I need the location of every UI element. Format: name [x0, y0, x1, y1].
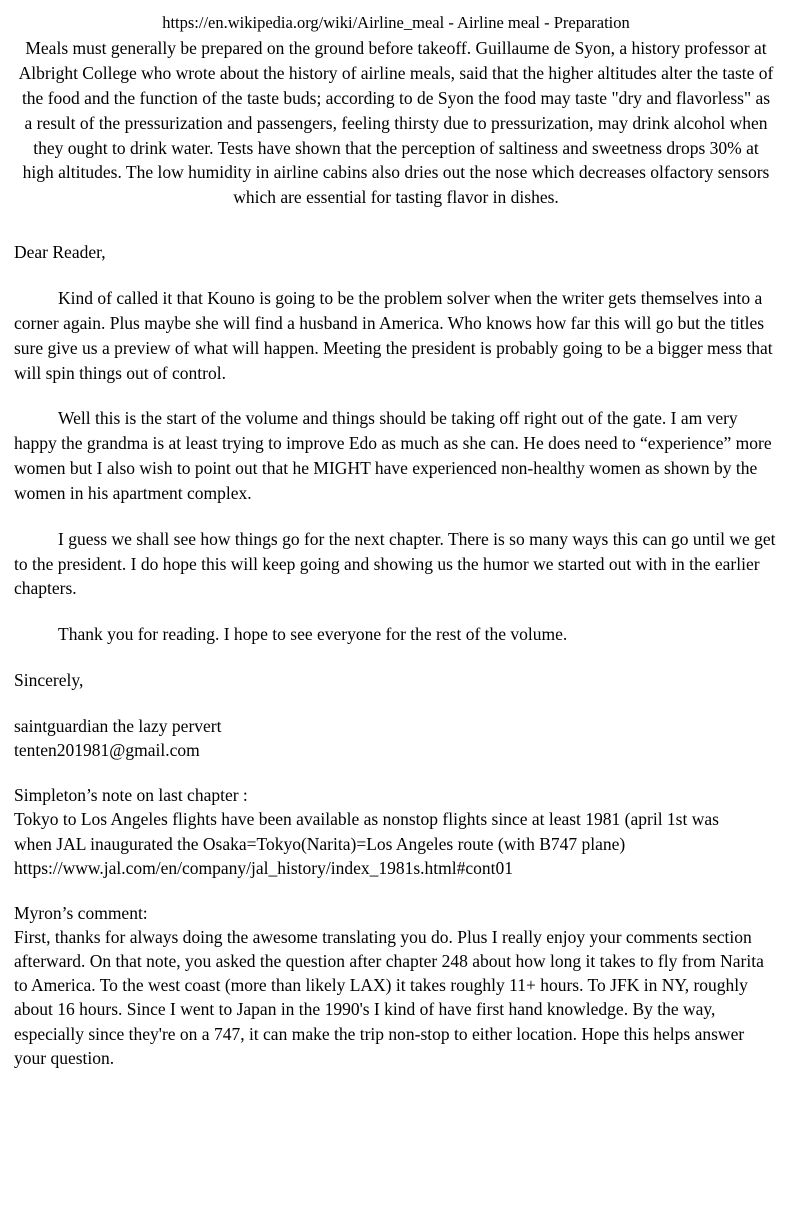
- comment-heading: Myron’s comment:: [14, 902, 148, 923]
- note-line-2: when JAL inaugurated the Osaka=Tokyo(Narita)=Los Angeles route (with B747 plane): [14, 833, 626, 854]
- salutation: Dear Reader,: [14, 242, 106, 263]
- closing: Sincerely,: [14, 670, 84, 691]
- note-line-1: Tokyo to Los Angeles flights have been available as nonstop flights since at least 1981 (april 1st was: [14, 809, 719, 830]
- spacer: [14, 506, 778, 527]
- note-heading: Simpleton’s note on last chapter :: [14, 785, 248, 806]
- spacer: [14, 601, 778, 622]
- body-paragraph-1: Kind of called it that Kouno is going to be the problem solver when the writer gets themselves into a corner again. Plus maybe she will find a husband in America. Who knows how far this will go but the titles sure give us a preview of what will happen. Meeting the president is probably going to be a bigger mess that will spin things out of control.: [14, 288, 773, 383]
- signature-name: saintguardian the lazy pervert: [14, 715, 222, 736]
- body-paragraph-3: I guess we shall see how things go for the next chapter. There is so many ways this can go until we get to the president. I do hope this will keep going and showing us the humor we started out with in the earlier chapters.: [14, 528, 776, 599]
- spacer: [14, 693, 778, 714]
- signature-email: tenten201981@gmail.com: [14, 740, 200, 761]
- intro-paragraph: Meals must generally be prepared on the ground before takeoff. Guillaume de Syon, a history professor at Albright College who wrote about the history of airline meals, said that the higher altitudes alter the taste of the food and the function of the taste buds; according to de Syon the food may taste "dry and flavorless" as a result of the pressurization and passengers, feeling thirsty due to pressurization, may drink alcohol when they ought to drink water. Tests have shown that the perception of saltiness and sweetness drops 30% at high altitudes. The low humidity in airline cabins also dries out the nose which decreases olfactory sensors which are essential for tasting flavor in dishes.: [18, 38, 774, 208]
- source-url-line: https://en.wikipedia.org/wiki/Airline_meal - Airline meal - Preparation: [162, 13, 630, 32]
- comment-text: First, thanks for always doing the awesome translating you do. Plus I really enjoy your comments section afterward. On that note, you asked the question after chapter 248 about how long it takes to fly from Narita to America. To the west coast (more than likely LAX) it takes roughly 11+ hours. To JFK in NY, roughly about 16 hours. Since I went to Japan in the 1990's I kind of have first hand knowledge. By the way, especially since they're on a 747, it can make the trip non-stop to either location. Hope this helps answer your question.: [14, 926, 764, 1068]
- spacer: [14, 880, 778, 901]
- spacer: [14, 385, 778, 406]
- spacer: [14, 647, 778, 668]
- body-paragraph-4: Thank you for reading. I hope to see everyone for the rest of the volume.: [58, 624, 568, 645]
- spacer: [14, 214, 778, 240]
- body-paragraph-2: Well this is the start of the volume and things should be taking off right out of the gate. I am very happy the grandma is at least trying to improve Edo as much as she can. He does need to “experience” more women but I also wish to point out that he MIGHT have experienced non-healthy women as shown by the women in his apartment complex.: [14, 408, 772, 503]
- note-link[interactable]: https://www.jal.com/en/company/jal_history/index_1981s.html#cont01: [14, 857, 514, 878]
- spacer: [14, 762, 778, 783]
- spacer: [14, 265, 778, 286]
